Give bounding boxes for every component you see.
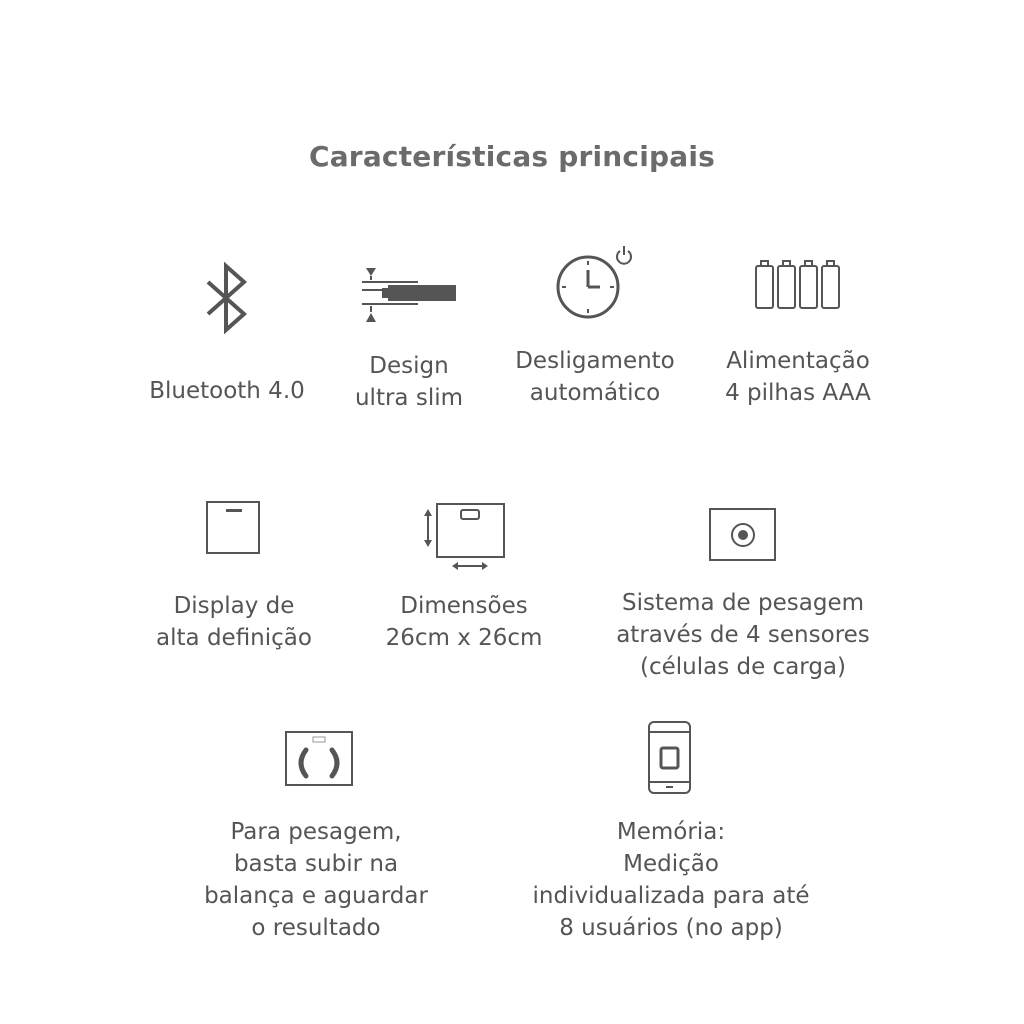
clock-power-icon <box>552 242 638 324</box>
page-title: Características principais <box>308 140 716 173</box>
feature-label: Display de alta definição <box>156 593 312 651</box>
feature-label: Design ultra slim <box>354 353 463 411</box>
feature-label: Alimentação 4 pilhas AAA <box>725 348 871 406</box>
feature-label: Desligamento automático <box>515 348 675 406</box>
feature-label: Sistema de pesagem através de 4 sensores (células de carga) <box>616 590 870 680</box>
bluetooth-icon <box>200 262 252 334</box>
dimensions-icon <box>420 500 508 574</box>
batteries-icon <box>754 258 844 310</box>
feature-label: Memória: Medição individualizada para até 8 usuários (no app) <box>532 819 810 941</box>
step-on-scale-icon <box>284 730 356 788</box>
feature-label: Bluetooth 4.0 <box>149 378 305 404</box>
feature-label: Dimensões 26cm x 26cm <box>385 593 543 651</box>
smartphone-icon <box>647 720 693 796</box>
display-icon <box>205 500 263 556</box>
load-cell-sensor-icon <box>708 506 778 562</box>
ultra-slim-icon <box>360 266 460 326</box>
feature-label: Para pesagem, basta subir na balança e aguardar o resultado <box>204 819 428 941</box>
